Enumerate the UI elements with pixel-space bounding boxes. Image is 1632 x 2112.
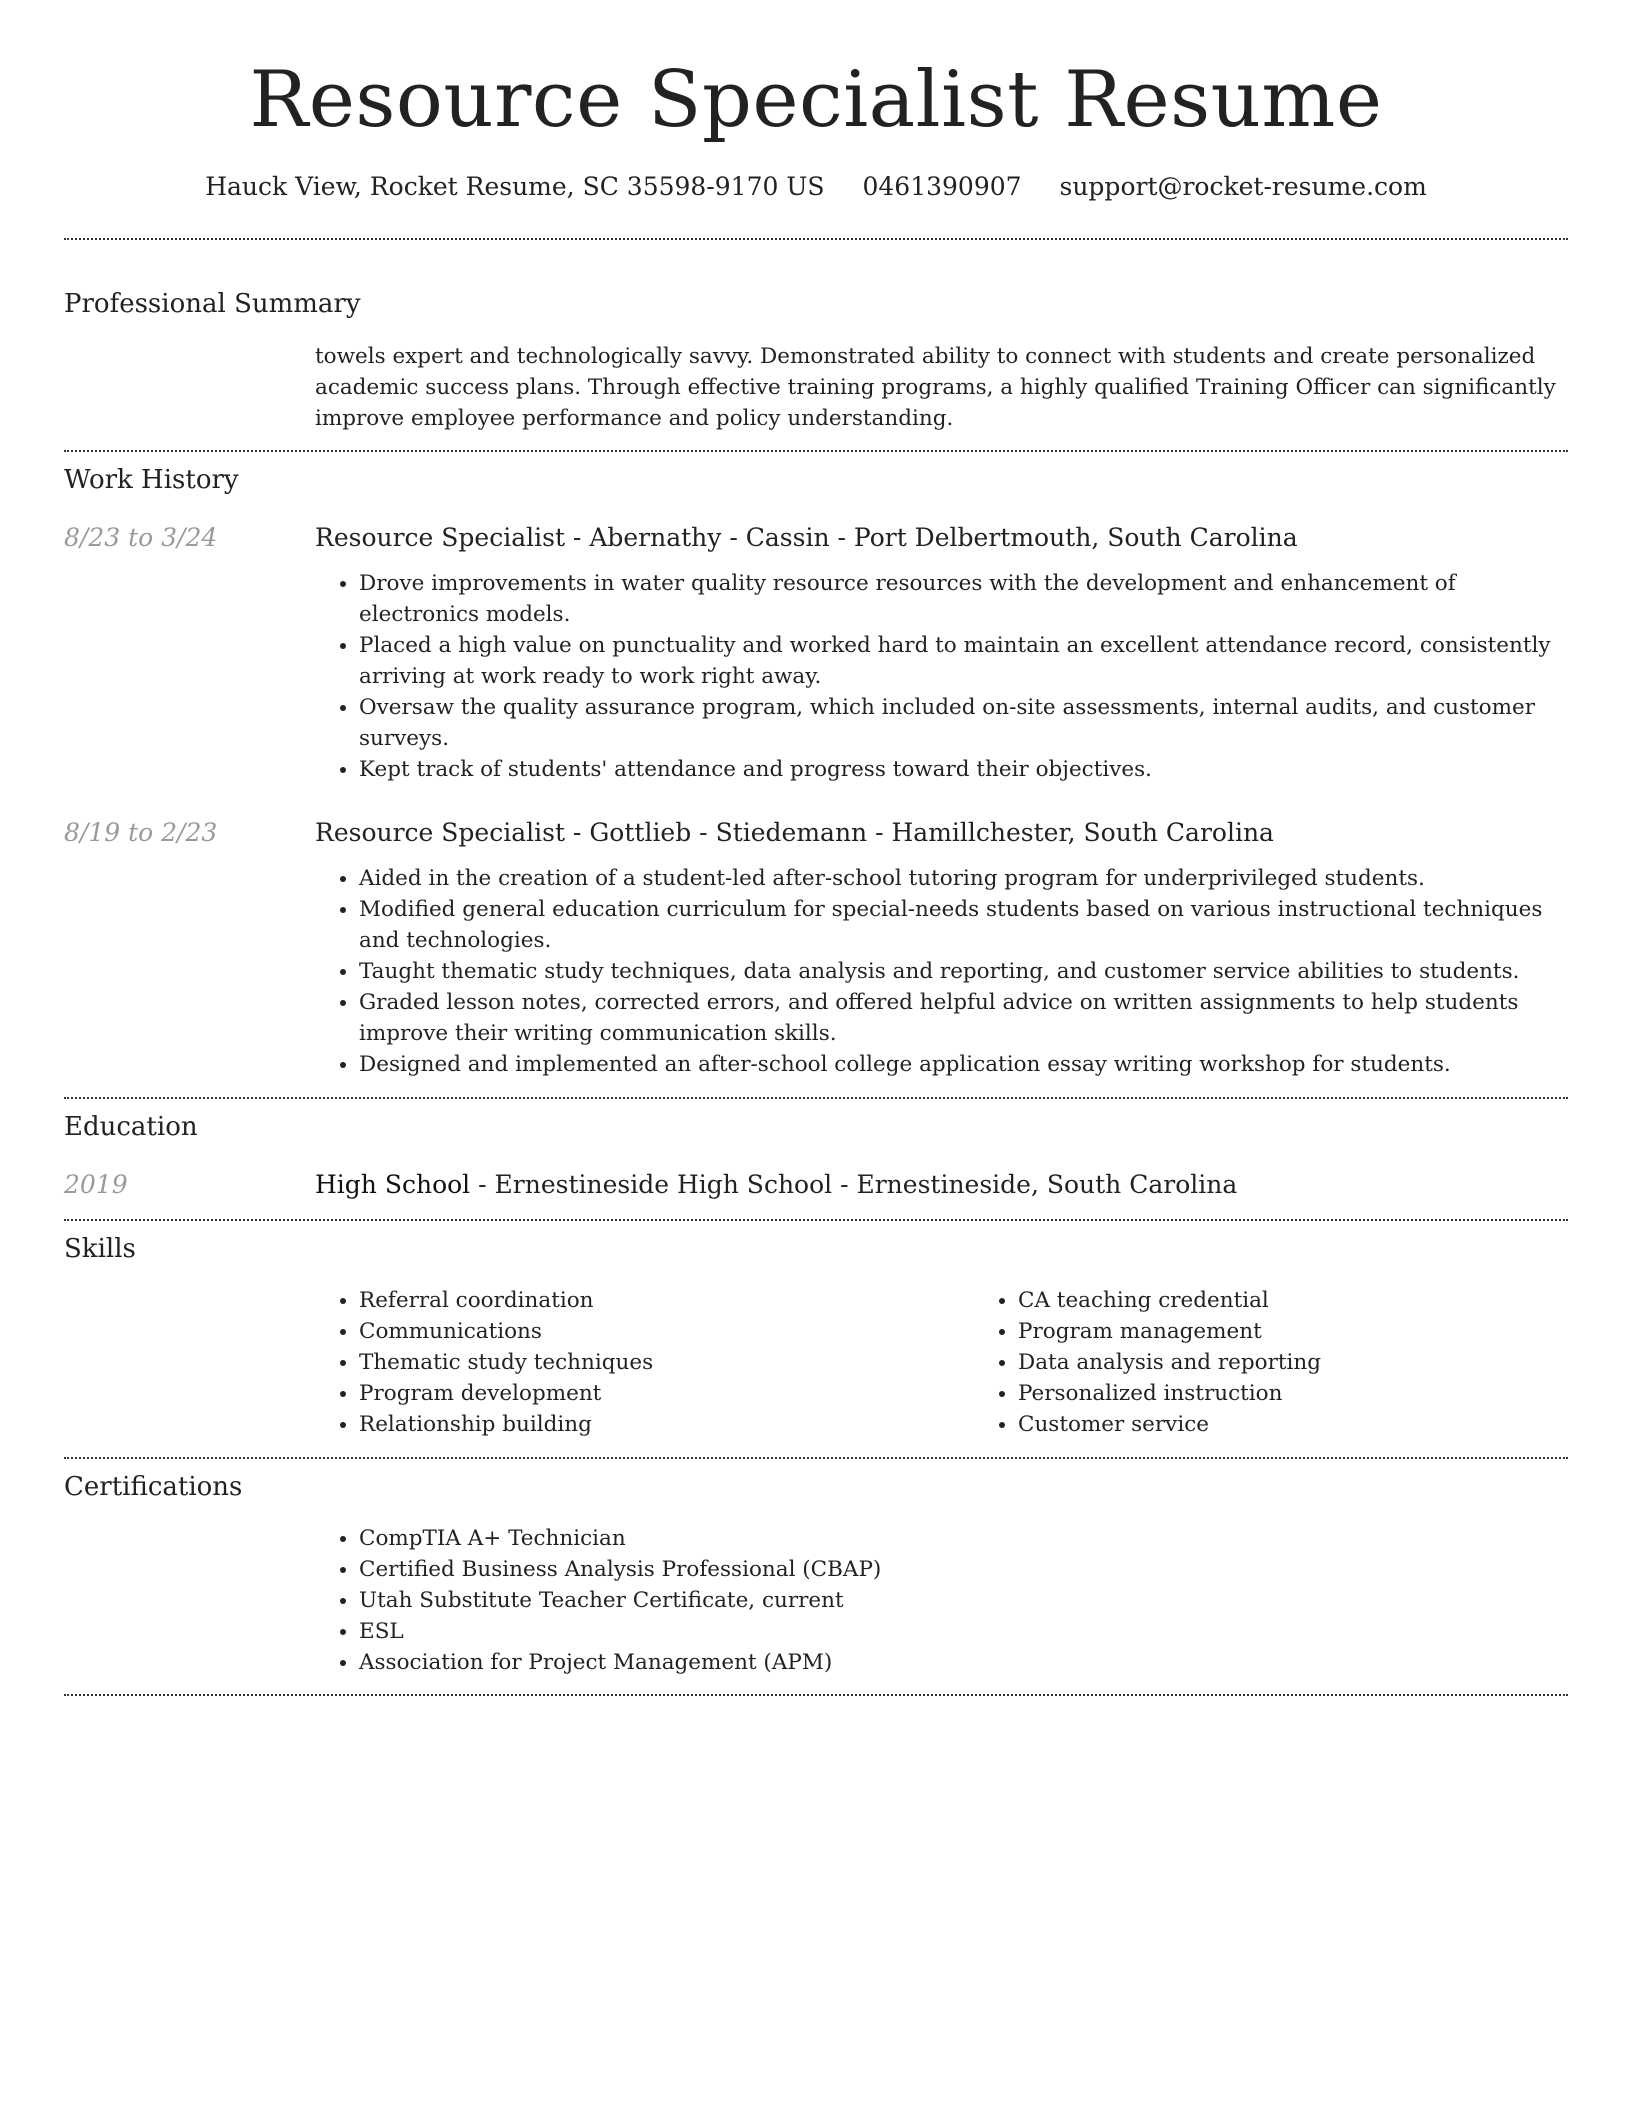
section-work-history <box>64 463 1568 1080</box>
certification-item: • Association for Project Management (APM) <box>359 1647 1568 1678</box>
contact-email: support@rocket-resume.com <box>1059 172 1427 201</box>
skill-item: • Relationship building <box>359 1409 974 1440</box>
job-bullet: • Modified general education curriculum for special-needs students based on various instructional techniques and technologies. <box>359 894 1568 956</box>
job-entry <box>64 816 1568 1080</box>
skill-item: • Data analysis and reporting <box>1018 1347 1568 1378</box>
education-line <box>315 1168 1568 1202</box>
job-body <box>315 521 1568 785</box>
certification-item: • CompTIA A+ Technician <box>359 1523 1568 1554</box>
job-dates: 8/19 to 2/23 <box>64 818 218 847</box>
job-bullet: • Graded lesson notes, corrected errors, and offered helpful advice on written assignments to help students improve their writing communication skills. <box>359 987 1568 1049</box>
section-heading-certifications: Certifications <box>64 1472 243 1502</box>
divider <box>64 238 1568 240</box>
section-skills <box>64 1232 1568 1440</box>
skill-item: • CA teaching credential <box>1018 1285 1568 1316</box>
skill-item: • Program management <box>1018 1316 1568 1347</box>
skills-list-right <box>974 1285 1568 1440</box>
education-year: 2019 <box>64 1170 128 1199</box>
certifications-list <box>315 1523 1568 1678</box>
contact-line <box>64 170 1568 204</box>
resume-title: Resource Specialist Resume <box>249 55 1383 145</box>
section-heading-education: Education <box>64 1112 198 1142</box>
section-heading-skills: Skills <box>64 1234 136 1264</box>
job-bullet: • Drove improvements in water quality resource resources with the development and enhancement of electronics models. <box>359 568 1568 630</box>
contact-address: Hauck View, Rocket Resume, SC 35598-9170 US <box>205 172 825 201</box>
section-education <box>64 1110 1568 1202</box>
skill-item: • Personalized instruction <box>1018 1378 1568 1409</box>
job-entry <box>64 521 1568 785</box>
skill-item: • Referral coordination <box>359 1285 974 1316</box>
job-dates: 8/23 to 3/24 <box>64 523 218 552</box>
certification-item: • Utah Substitute Teacher Certificate, current <box>359 1585 1568 1616</box>
job-bullets <box>315 863 1568 1080</box>
job-body <box>315 816 1568 1080</box>
skill-item: • Program development <box>359 1378 974 1409</box>
divider <box>64 450 1568 452</box>
certification-item: • Certified Business Analysis Professional (CBAP) <box>359 1554 1568 1585</box>
certification-item: • ESL <box>359 1616 1568 1647</box>
job-title: Resource Specialist - Gottlieb - Stiedemann - Hamillchester, South Carolina <box>315 818 1274 847</box>
job-bullet: • Designed and implemented an after-school college application essay writing workshop for students. <box>359 1049 1568 1080</box>
education-entry <box>64 1168 1568 1202</box>
skill-item: • Customer service <box>1018 1409 1568 1440</box>
certifications-row <box>64 1523 1568 1678</box>
divider <box>64 1219 1568 1221</box>
job-bullet: • Kept track of students' attendance and progress toward their objectives. <box>359 754 1568 785</box>
skills-left-spacer <box>64 1285 315 1440</box>
divider <box>64 1097 1568 1099</box>
section-heading-summary: Professional Summary <box>64 289 361 319</box>
job-bullet: • Taught thematic study techniques, data analysis and reporting, and customer service abilities to students. <box>359 956 1568 987</box>
job-bullet: • Aided in the creation of a student-led after-school tutoring program for underprivileged students. <box>359 863 1568 894</box>
job-bullet: • Placed a high value on punctuality and worked hard to maintain an excellent attendance record, consistently arriving at work ready to work right away. <box>359 630 1568 692</box>
job-bullets <box>315 568 1568 785</box>
summary-body <box>315 341 1568 434</box>
section-summary <box>64 287 1568 434</box>
summary-left-spacer <box>64 341 315 434</box>
divider <box>64 1457 1568 1459</box>
skills-grid <box>315 1285 1568 1440</box>
summary-text: towels expert and technologically savvy. Demonstrated ability to connect with students and create personalized academic success plans. Through effective training programs, a highly qualified Training Officer can significantly improve employee performance and policy understanding. <box>315 344 1556 431</box>
skill-item: • Thematic study techniques <box>359 1347 974 1378</box>
certifications-body <box>315 1523 1568 1678</box>
skill-item: • Communications <box>359 1316 974 1347</box>
education-details: - Ernestineside High School - Ernestineside, South Carolina <box>470 1170 1238 1199</box>
education-body <box>315 1168 1568 1202</box>
divider <box>64 1694 1568 1696</box>
education-degree: High School <box>315 1170 471 1199</box>
skills-row <box>64 1285 1568 1440</box>
certifications-left-spacer <box>64 1523 315 1678</box>
summary-row <box>64 341 1568 434</box>
skills-list-left <box>315 1285 974 1440</box>
section-heading-work-history: Work History <box>64 465 239 495</box>
job-bullet: • Oversaw the quality assurance program, which included on-site assessments, internal audits, and customer surveys. <box>359 692 1568 754</box>
contact-phone: 0461390907 <box>862 172 1022 201</box>
section-certifications <box>64 1470 1568 1678</box>
job-title: Resource Specialist - Abernathy - Cassin - Port Delbertmouth, South Carolina <box>315 523 1298 552</box>
